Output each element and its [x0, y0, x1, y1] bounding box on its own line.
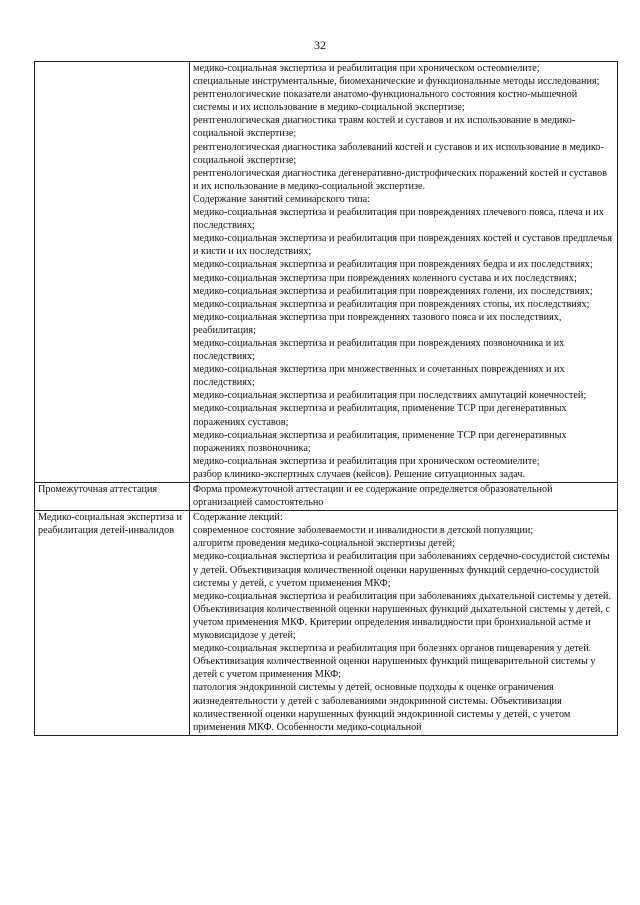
table-row — [35, 62, 618, 483]
content-line: медико-социальная экспертиза и реабилитация при повреждениях голени, их последствиях; — [193, 285, 593, 297]
content-line: медико-социальная экспертиза и реабилитация при повреждениях плечевого пояса, плеча и их последствиях; — [193, 207, 604, 232]
table-row — [35, 483, 618, 511]
content-line: медико-социальная экспертиза и реабилитация при повреждениях стопы, их последствиях; — [193, 298, 590, 310]
content-line: медико-социальная экспертиза и реабилитация при последствиях ампутаций конечностей; — [193, 390, 587, 402]
curriculum-table — [34, 61, 618, 736]
content-line: рентгенологическая диагностика травм костей и суставов и их использование в медико-социальной экспертизе; — [193, 115, 576, 140]
content-cell — [190, 511, 618, 736]
content-line: медико-социальная экспертиза и реабилитация, применение ТСР при дегенеративных поражениях позвоночника; — [193, 429, 567, 454]
content-line: современное состояние заболеваемости и инвалидности в детской популяции; — [193, 525, 534, 537]
content-line: Содержание занятий семинарского типа: — [193, 193, 370, 205]
table-row — [35, 511, 618, 736]
content-cell — [190, 62, 618, 483]
section-title-cell: Медико-социальная экспертиза и реабилитация детей-инвалидов — [35, 511, 190, 736]
content-line: медико-социальная экспертиза и реабилитация при хроническом остеомиелите; — [193, 63, 540, 74]
content-line: Форма промежуточной аттестации и ее содержание определяется образовательной организацией самостоятельно — [193, 484, 553, 509]
content-line: алгоритм проведения медико-социальной экспертизы детей; — [193, 538, 455, 550]
page-number: 32 — [314, 38, 326, 52]
content-line: медико-социальная экспертиза и реабилитация, применение ТСР при дегенеративных поражениях суставов; — [193, 403, 567, 428]
content-line: медико-социальная экспертиза и реабилитация при болезнях органов пищеварения у детей. Объективизация количественной оценки нарушенных функций пищеварительной системы у детей с учетом применения МКФ; — [193, 643, 596, 681]
content-line: медико-социальная экспертиза и реабилитация при заболеваниях сердечно-сосудистой системы у детей. Объективизация количественной оценки нарушенных функций сердечно-сосудистой системы у детей, с учетом применения МКФ; — [193, 551, 610, 589]
content-line: рентгенологическая диагностика заболеваний костей и суставов и их использование в медико-социальной экспертизе; — [193, 141, 604, 166]
content-line: патология эндокринной системы у детей, основные подходы к оценке ограничения жизнедеятельности у детей с заболеваниями эндокринной системы. Объективизация количественной оценки нарушенных функций эндокринной системы у детей, с учетом применения МКФ. Особенности медико-социальной — [193, 682, 571, 733]
content-line: специальные инструментальные, биомеханические и функциональные методы исследования; — [193, 76, 600, 88]
content-line: медико-социальная экспертиза при множественных и сочетанных повреждениях и их последствиях; — [193, 364, 565, 389]
content-line: рентгенологические показатели анатомо-функционального состояния костно-мышечной системы и их использование в медико-социальной экспертизе; — [193, 89, 578, 114]
section-title-cell: Промежуточная аттестация — [35, 483, 190, 511]
content-line: медико-социальная экспертиза и реабилитация при повреждениях бедра и их последствиях; — [193, 259, 593, 271]
content-line: медико-социальная экспертиза при повреждениях тазового пояса и их последствиях, реабилитация; — [193, 311, 562, 336]
content-line: рентгенологическая диагностика дегенеративно-дистрофических поражений костей и суставов и их использование в медико-социальной экспертизе. — [193, 167, 607, 192]
content-line: разбор клинико-экспертных случаев (кейсов). Решение ситуационных задач. — [193, 468, 526, 480]
content-line: медико-социальная экспертиза и реабилитация при повреждениях костей и суставов предплечья и кисти и их последствиях; — [193, 233, 613, 258]
content-line: медико-социальная экспертиза и реабилитация при заболеваниях дыхательной системы у детей. Объективизация количественной оценки нарушенных функций дыхательной системы у детей, с учетом применения МКФ. Критерии определения инвалидности при бронхиальной астме и муковисцидозе у детей; — [193, 590, 612, 642]
content-line: медико-социальная экспертиза и реабилитация при повреждениях позвоночника и их последствиях; — [193, 337, 565, 363]
section-title-cell — [35, 62, 190, 483]
content-cell — [190, 483, 618, 511]
content-line: медико-социальная экспертиза и реабилитация при хроническом остеомиелите; — [193, 455, 540, 467]
content-line: Содержание лекций: — [193, 512, 283, 524]
content-line: медико-социальная экспертиза при повреждениях коленного сустава и их последствиях; — [193, 272, 577, 284]
